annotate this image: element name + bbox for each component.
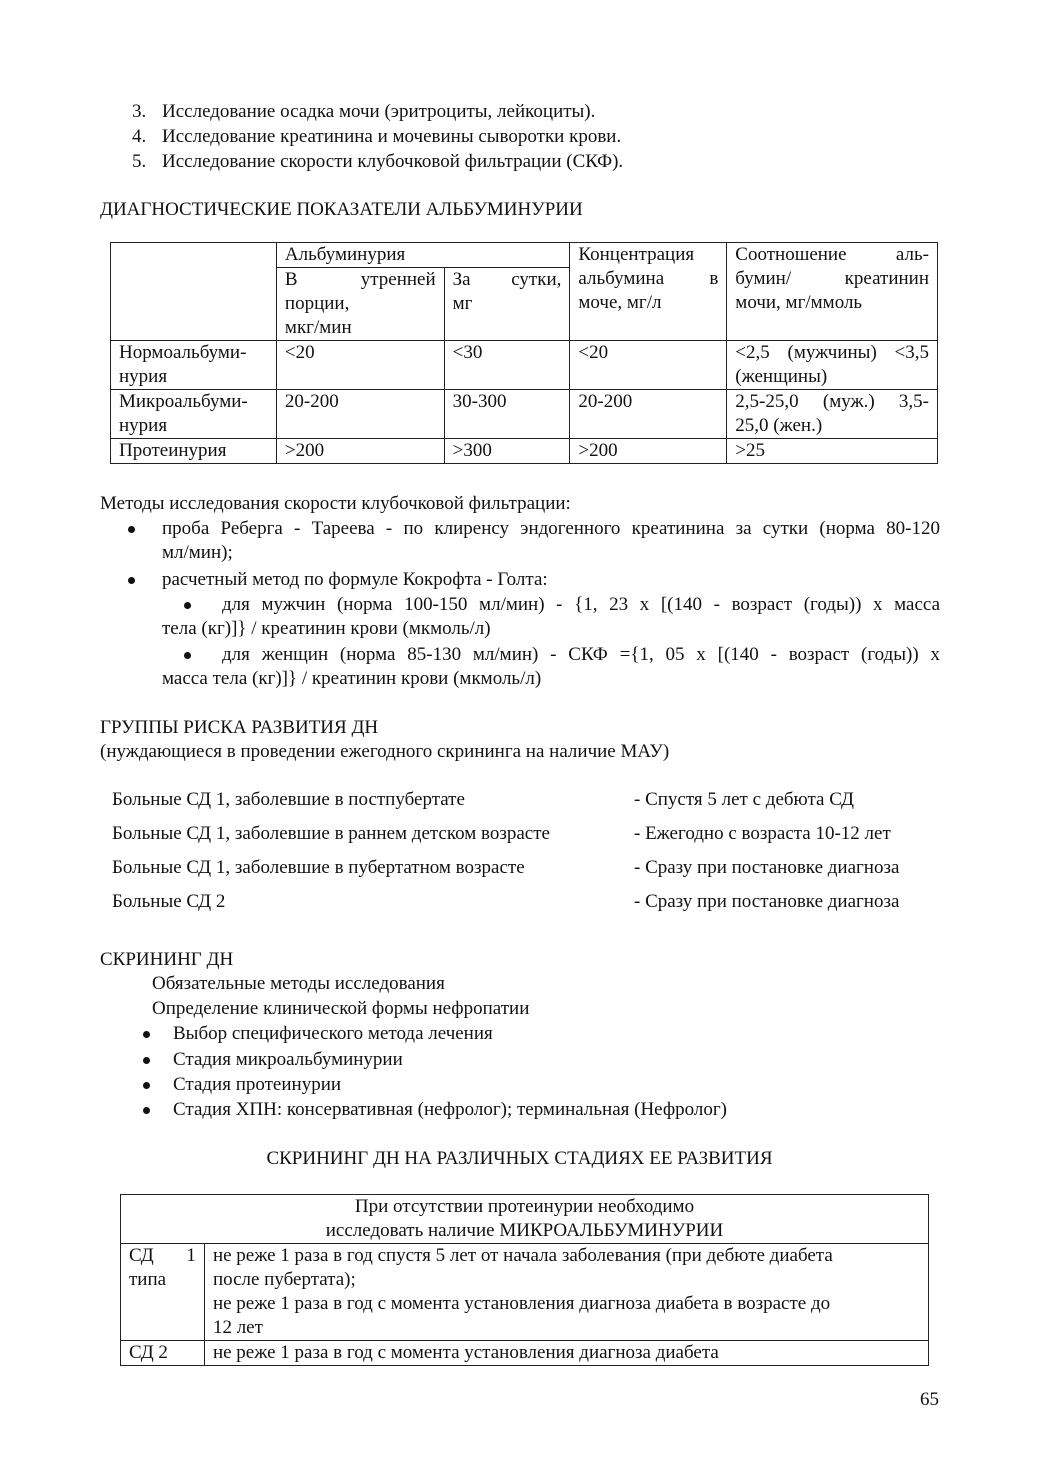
screening-table bbox=[120, 1194, 929, 1366]
table-row: СД 2 не реже 1 раза в год с момента установления диагноза диабета bbox=[121, 1341, 929, 1366]
bullet-icon bbox=[184, 652, 191, 659]
albuminuria-table bbox=[110, 242, 938, 464]
bullet-icon bbox=[143, 1107, 150, 1114]
heading-risk-groups: ГРУППЫ РИСКА РАЗВИТИЯ ДН bbox=[100, 717, 379, 738]
table-row: СД 1 типа не реже 1 раза в год спустя 5 лет от начала заболевания (при дебюте диабета после пубертата); не реже 1 раза в год с момента установления диагноза диабета в возрасте до 12 лет bbox=[121, 1244, 929, 1341]
heading-screening-stages: СКРИНИНГ ДН НА РАЗЛИЧНЫХ СТАДИЯХ ЕЕ РАЗВИТИЯ bbox=[266, 1148, 773, 1169]
table-row: Протеинурия >200 >300 >200 >25 bbox=[111, 439, 938, 464]
screening-line: Определение клинической формы нефропатии bbox=[152, 998, 530, 1019]
table-header-empty bbox=[111, 243, 277, 341]
bullet-icon bbox=[143, 1031, 150, 1038]
table-header: За сутки, мг bbox=[444, 268, 570, 341]
table-row: Микроальбуми- нурия 20-200 30-300 20-200 2,5-25,0 (муж.) 3,5- 25,0 (жен.) bbox=[111, 390, 938, 439]
bullet-icon bbox=[128, 577, 135, 584]
list-item: 3. Исследование осадка мочи (эритроциты, лейкоциты). bbox=[132, 101, 596, 122]
bullet-icon bbox=[184, 602, 191, 609]
table-header: Альбуминурия bbox=[276, 243, 569, 268]
table-row: Нормоальбуми- нурия <20 <30 <20 <2,5 (мужчины) <3,5 (женщины) bbox=[111, 341, 938, 390]
heading-albuminuria: ДИАГНОСТИЧЕСКИЕ ПОКАЗАТЕЛИ АЛЬБУМИНУРИИ bbox=[100, 199, 583, 220]
page-number: 65 bbox=[920, 1389, 939, 1410]
list-item: 4. Исследование креатинина и мочевины сыворотки крови. bbox=[132, 126, 622, 147]
table-header: В утренней порции, мкг/мин bbox=[276, 268, 444, 341]
table-header: Концентрация альбумина в моче, мг/л bbox=[570, 243, 727, 341]
page: 3. Исследование осадка мочи (эритроциты, лейкоциты). 4. Исследование креатинина и мочевины сыворотки крови. 5. Исследование скорости клубочковой фильтрации (СКФ). ДИАГНОСТИЧЕСКИЕ ПОКАЗАТЕЛИ АЛЬБУМИНУРИИ Альбуминурия Концентрация альбумина в моче, мг/л Соотношение аль- бумин/ креатинин мочи, мг/ммоль В утренней порции, мкг/мин За сутки, мг Нормоальбуми- нурия <20 <30 <20 <2,5 (мужчины) <3,5 (женщины) Микроальбуми- нурия 20-200 30-300 20-200 2,5-25,0 (муж.) 3,5- 25,0 (жен.) Протеинурия >200 >300 >200 >25 Методы исследования скорости клубочковой фильтрации: проба Реберга - Тареева - по клиренсу эндогенного креатинина за сутки (норма 80-120 мл/мин); расчетный метод по формуле Кокрофта - Голта: для мужчин (норма 100-150 мл/мин) - {1, 23 х [(140 - возраст (годы)) х масса тела (кг)]} / креатинин крови (мкмоль/л) для женщин (норма 85-130 мл/мин) - СКФ ={1, 05 х [(140 - возраст (годы)) х масса тела (кг)]} / креатинин крови (мкмоль/л) ГРУППЫ РИСКА РАЗВИТИЯ ДН (нуждающиеся в проведении ежегодного скрининга на наличие МАУ) Больные СД 1, заболевшие в постпубертате - Спустя 5 лет с дебюта СД Больные СД 1, заболевшие в раннем детском возрасте - Ежегодно с возраста 10-12 лет Больные СД 1, заболевшие в пубертатном возрасте - Сразу при постановке диагноза Больные СД 2 - Сразу при постановке диагноза СКРИНИНГ ДН Обязательные методы исследования Определение клинической формы нефропатии Выбор специфического метода лечения Стадия микроальбуминурии Стадия протеинурии Стадия ХПН: консервативная (нефролог); терминальная (Нефролог) СКРИНИНГ ДН НА РАЗЛИЧНЫХ СТАДИЯХ ЕЕ РАЗВИТИЯ При отсутствии протеинурии необходимо исследовать наличие МИКРОАЛЬБУМИНУРИИ СД 1 типа не реже 1 раза в год спустя 5 лет от начала заболевания (при дебюте диабета после пубертата); не реже 1 раза в год с момента установления диагноза диабета в возрасте до 12 лет СД 2 не реже 1 раза в год с момента установления диагноза диабета 65 bbox=[0, 0, 1039, 1471]
heading-screening: СКРИНИНГ ДН bbox=[100, 949, 234, 970]
bullet-icon bbox=[128, 526, 135, 533]
screening-line: Обязательные методы исследования bbox=[152, 973, 445, 994]
methods-intro: Методы исследования скорости клубочковой фильтрации: bbox=[100, 493, 571, 514]
table-header: При отсутствии протеинурии необходимо исследовать наличие МИКРОАЛЬБУМИНУРИИ bbox=[121, 1195, 929, 1244]
table-header: Соотношение аль- бумин/ креатинин мочи, мг/ммоль bbox=[727, 243, 938, 341]
bullet-icon bbox=[143, 1057, 150, 1064]
bullet-icon bbox=[143, 1082, 150, 1089]
risk-subheading: (нуждающиеся в проведении ежегодного скрининга на наличие МАУ) bbox=[100, 741, 670, 762]
list-item: 5. Исследование скорости клубочковой фильтрации (СКФ). bbox=[132, 151, 624, 172]
